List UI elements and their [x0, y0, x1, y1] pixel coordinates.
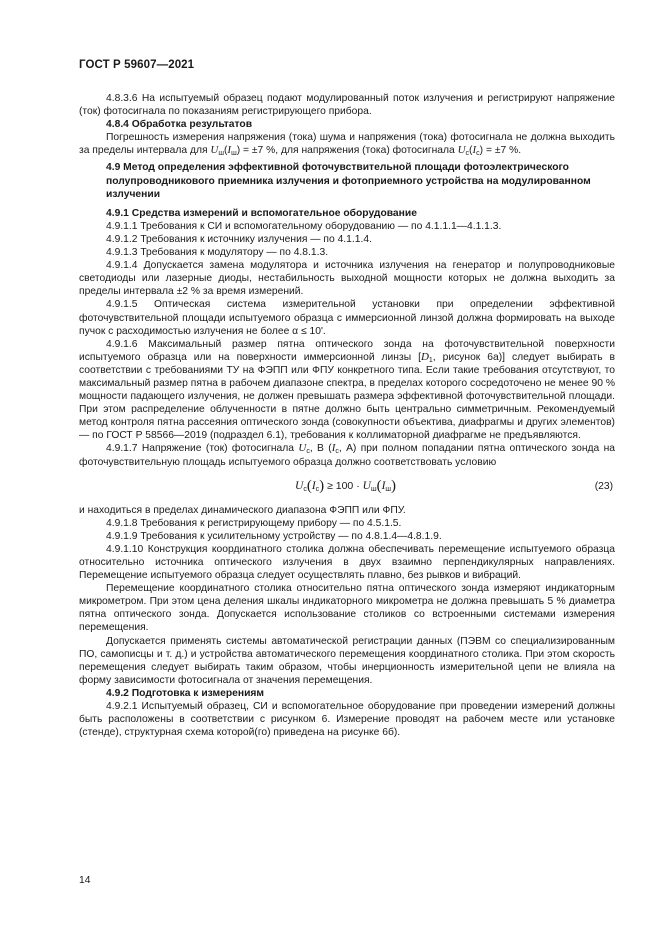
heading-4-9-2: 4.9.2 Подготовка к измерениям [106, 687, 265, 699]
paragraph-4-9-1-7: 4.9.1.7 Напряжение (ток) фотосигнала $U_с$, В ($I_с$, А) при полном попадании пятна оптического зонда на фоточувствительную площадь испытуемого образца должно соответствовать условию [79, 442, 615, 468]
heading-4-8-4: 4.8.4 Обработка результатов [106, 119, 253, 131]
document-code: ГОСТ Р 59607—2021 [79, 59, 195, 71]
paragraph-4-9-1-4: 4.9.1.4 Допускается замена модулятора и источника излучения на генератор и полупроводниковые светодиоды или лазерные диоды, нестабильность выходной мощности которых не должна выходить за пределы интервала ±2 % за время измерений. [79, 260, 615, 298]
paragraph-4-9-1-3: 4.9.1.3 Требования к модулятору — по 4.8.1.3. [106, 247, 329, 259]
paragraph-4-8-3-6: 4.8.3.6 На испытуемый образец подают модулированный поток излучения и регистрируют напряжение (ток) фотосигнала по показаниям регистрирующего прибора. [79, 93, 615, 118]
document-body [79, 92, 615, 739]
paragraph-4-9-1-6: 4.9.1.6 Максимальный размер пятна оптического зонда на фоточувствительной поверхности испытуемого образца или на поверхности иммерсионной линзы [$D_1$, рисунок 6а)] следует выбирать в соответствии с требованиями ТУ на ФЭПП или ФПУ конкретного типа. Если такие требования отсутствуют, то максимальный размер пятна в рабочем диапазоне спектра, в пределах которого сосредоточено не менее 90 % мощности падающего излучения, не должен превышать размера эффективной фоточувствительной площади. При этом распределение облученности в пятне должно быть центрально симметричным. Рекомендуемый метод контроля пятна рассеяния оптического зонда (совокупности объектива, диафрагмы и других элементов) — по ГОСТ Р 58566—2019 (подраздел 6.1), требования к коллиматорной диафрагме не предъявляются. [79, 338, 615, 442]
paragraph-4-9-2-1: 4.9.2.1 Испытуемый образец, СИ и вспомогательное оборудование при проведении измерений должны быть расположены в соответствии с рисунком 6. Измерение проводят на рабочем месте или установке (стенде), структурная схема которой(го) приведена на рисунке 6б). [79, 701, 615, 739]
paragraph-4-9-1-9: 4.9.1.9 Требования к усилительному устройству — по 4.8.1.4—4.8.1.9. [106, 530, 442, 542]
formula-number: (23) [594, 480, 613, 492]
heading-4-9-1: 4.9.1 Средства измерений и вспомогательное оборудование [106, 207, 417, 219]
paragraph-4-9-1-2: 4.9.1.2 Требования к источнику излучения — по 4.1.1.4. [106, 233, 372, 245]
paragraph-stage-movement: Перемещение координатного столика относительно пятна оптического зонда измеряют индикаторным микрометром. При этом цена деления шкалы индикаторного микрометра не должна превышать 5 % диаметра пятна оптического зонда. Допускается использование столиков со встроенными системами измерения перемещения. [79, 583, 615, 634]
paragraph-4-9-1-10: 4.9.1.10 Конструкция координатного столика должна обеспечивать перемещение испытуемого образца относительно источника оптического излучения в двух взаимно перпендикулярных направлениях. Перемещение испытуемого образца следует осуществлять плавно, без рывков и вибраций. [79, 543, 615, 582]
paragraph-4-9-1-1: 4.9.1.1 Требования к СИ и вспомогательному оборудованию — по 4.1.1.1—4.1.1.3. [106, 220, 502, 232]
paragraph-after-formula: и находиться в пределах динамического диапазона ФЭПП или ФПУ. [79, 504, 406, 516]
page-number: 14 [79, 875, 91, 886]
paragraph-4-9-1-5: 4.9.1.5 Оптическая система измерительной установки при определении эффективной фоточувствительной площади испытуемого образца с иммерсионной линзой должна формировать на выходе пучок с расходимостью излучения не более α ≤ 10'. [79, 299, 615, 337]
paragraph-4-9-1-8: 4.9.1.8 Требования к регистрирующему прибору — по 4.5.1.5. [106, 517, 402, 529]
heading-4-9: 4.9 Метод определения эффективной фоточувствительной площади фотоэлектрического полупроводникового приемника излучения и фотоприемного устройства на модулированном излучении [106, 162, 591, 200]
paragraph-automatic-registration: Допускается применять системы автоматической регистрации данных (ПЭВМ со специализированным ПО, самописцы и т. д.) и устройства автоматического перемещения координатного столика. При этом скорость перемещения следует выбирать таким образом, чтобы инерционность измерительной цепи не влияла на форму зависимости фотосигнала от значения перемещения. [79, 635, 615, 686]
formula-23 [79, 474, 615, 502]
formula-expression: $U_с(I_с) \ge 100 \cdot U_ш(I_ш)$ [295, 477, 397, 494]
paragraph-4-8-4: Погрешность измерения напряжения (тока) шума и напряжения (тока) фотосигнала не должна выходить за пределы интервала для $U_ш(I_ш) = \pm 7$ %, для напряжения (тока) фотосигнала $U_с(I_с) = \pm 7$ %. [79, 132, 615, 158]
